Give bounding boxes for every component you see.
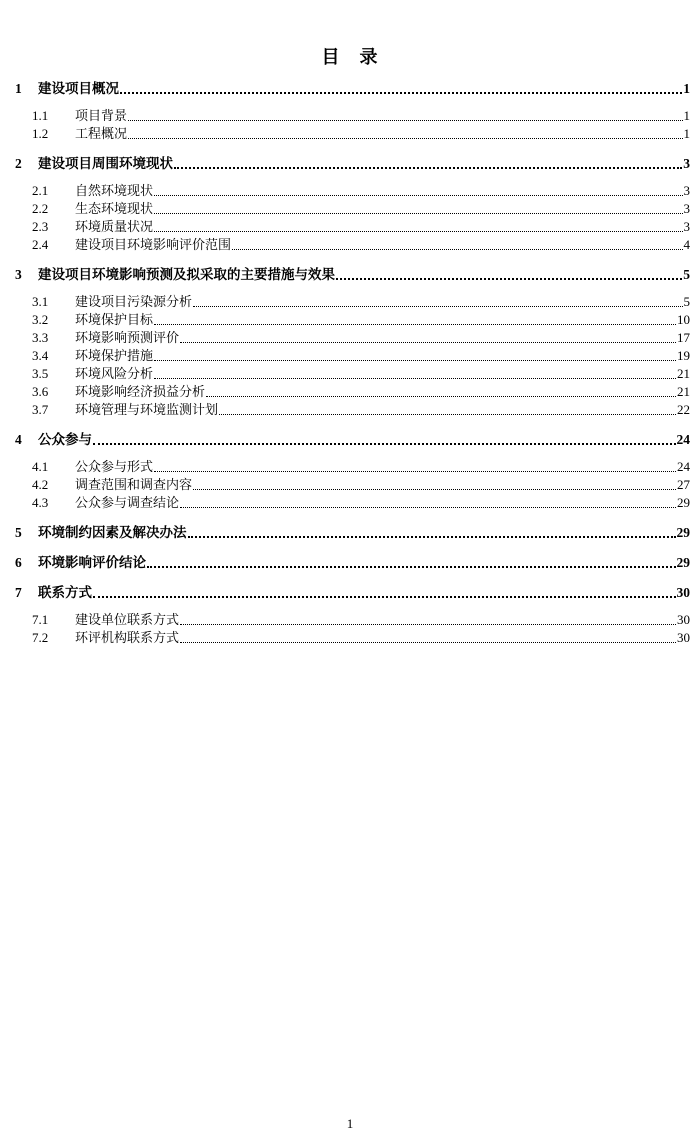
toc-entry-4[interactable] (0, 431, 700, 449)
toc-entry-title: 环境影响预测评价 (75, 330, 180, 345)
dot-leader (128, 120, 682, 121)
toc-entry-page: 1 (683, 126, 690, 141)
toc-entry-title: 环境风险分析 (75, 366, 154, 381)
toc-entry-page: 29 (677, 495, 690, 510)
toc-entry-number: 1.2 (32, 126, 49, 141)
toc-entry-page: 30 (677, 612, 690, 627)
toc-entry-title: 联系方式 (38, 585, 92, 600)
toc-entry-page: 24 (677, 459, 690, 474)
toc-entry-title: 环境保护目标 (75, 312, 154, 327)
toc-entry-3-5[interactable] (0, 365, 700, 383)
toc-entry-number: 3.7 (32, 402, 49, 417)
toc-entry-number: 7.2 (32, 630, 49, 645)
toc-entry-number: 7.1 (32, 612, 49, 627)
toc-entry-7-2[interactable] (0, 629, 700, 647)
page-title: 目 录 (321, 47, 379, 67)
toc-entry-3-7[interactable] (0, 401, 700, 419)
dot-leader (180, 507, 676, 508)
dot-leader (336, 278, 682, 280)
footer-page-number: 1 (346, 1116, 354, 1131)
toc-entry-3-1[interactable] (0, 293, 700, 311)
toc-entry-3-2[interactable] (0, 311, 700, 329)
toc-entry-7-1[interactable] (0, 611, 700, 629)
toc-entry-number: 4.2 (32, 477, 49, 492)
toc-entry-number: 7 (15, 585, 22, 600)
dot-leader (93, 443, 676, 445)
table-of-contents (0, 80, 700, 647)
toc-entry-2-2[interactable] (0, 200, 700, 218)
toc-entry-3-4[interactable] (0, 347, 700, 365)
toc-entry-title: 环境制约因素及解决办法 (38, 525, 187, 540)
toc-entry-5[interactable] (0, 524, 700, 542)
toc-entry-1[interactable] (0, 80, 700, 98)
toc-entry-title: 公众参与形式 (75, 459, 154, 474)
toc-entry-page: 5 (683, 267, 690, 282)
dot-leader (120, 92, 682, 94)
toc-entry-page: 19 (677, 348, 690, 363)
dot-leader (128, 138, 682, 139)
dot-leader (154, 324, 676, 325)
toc-entry-page: 21 (677, 366, 690, 381)
toc-entry-page: 3 (683, 183, 690, 198)
toc-entry-1-1[interactable] (0, 107, 700, 125)
toc-entry-number: 4.3 (32, 495, 49, 510)
toc-entry-page: 30 (677, 630, 690, 645)
toc-entry-title: 环境保护措施 (75, 348, 154, 363)
toc-entry-page: 4 (683, 237, 690, 252)
toc-entry-number: 2.2 (32, 201, 49, 216)
toc-entry-2-4[interactable] (0, 236, 700, 254)
dot-leader (193, 306, 682, 307)
toc-entry-title: 建设单位联系方式 (75, 612, 180, 627)
toc-entry-page: 1 (683, 81, 690, 96)
toc-entry-title: 建设项目周围环境现状 (38, 156, 173, 171)
dot-leader (154, 231, 682, 232)
toc-entry-number: 3.3 (32, 330, 49, 345)
toc-entry-page: 1 (683, 108, 690, 123)
dot-leader (188, 536, 676, 538)
toc-entry-page: 24 (676, 432, 690, 447)
toc-entry-1-2[interactable] (0, 125, 700, 143)
toc-entry-number: 6 (15, 555, 22, 570)
toc-entry-page: 29 (676, 525, 690, 540)
dot-leader (154, 378, 676, 379)
toc-entry-number: 3.4 (32, 348, 49, 363)
toc-entry-page: 27 (677, 477, 690, 492)
toc-entry-title: 环境影响经济损益分析 (75, 384, 206, 399)
toc-entry-title: 自然环境现状 (75, 183, 154, 198)
toc-entry-number: 4 (15, 432, 22, 447)
toc-entry-number: 2.4 (32, 237, 49, 252)
toc-entry-page: 3 (683, 219, 690, 234)
toc-entry-page: 22 (677, 402, 690, 417)
toc-entry-3-6[interactable] (0, 383, 700, 401)
toc-entry-2-3[interactable] (0, 218, 700, 236)
dot-leader (193, 489, 676, 490)
dot-leader (219, 414, 676, 415)
toc-entry-number: 2.1 (32, 183, 49, 198)
toc-entry-title: 公众参与 (38, 432, 92, 447)
toc-entry-title: 项目背景 (75, 108, 128, 123)
dot-leader (154, 213, 682, 214)
toc-entry-page: 21 (677, 384, 690, 399)
toc-entry-number: 4.1 (32, 459, 49, 474)
dot-leader (93, 596, 676, 598)
toc-entry-number: 1 (15, 81, 22, 96)
toc-entry-number: 5 (15, 525, 22, 540)
toc-entry-title: 建设项目概况 (38, 81, 119, 96)
dot-leader (206, 396, 676, 397)
toc-entry-2-1[interactable] (0, 182, 700, 200)
toc-entry-page: 3 (683, 156, 690, 171)
toc-entry-page: 10 (677, 312, 690, 327)
toc-entry-2[interactable] (0, 155, 700, 173)
toc-entry-4-2[interactable] (0, 476, 700, 494)
toc-entry-number: 2 (15, 156, 22, 171)
toc-entry-title: 建设项目污染源分析 (75, 294, 193, 309)
toc-entry-title: 建设项目环境影响评价范围 (75, 237, 232, 252)
toc-entry-4-3[interactable] (0, 494, 700, 512)
toc-entry-3-3[interactable] (0, 329, 700, 347)
toc-entry-6[interactable] (0, 554, 700, 572)
toc-entry-number: 2.3 (32, 219, 49, 234)
toc-entry-title: 工程概况 (75, 126, 128, 141)
toc-entry-page: 5 (683, 294, 690, 309)
dot-leader (174, 167, 682, 169)
toc-entry-number: 3.2 (32, 312, 49, 327)
toc-entry-title: 建设项目环境影响预测及拟采取的主要措施与效果 (38, 267, 335, 282)
toc-entry-number: 3.1 (32, 294, 49, 309)
dot-leader (154, 471, 676, 472)
toc-entry-page: 17 (677, 330, 690, 345)
dot-leader (180, 642, 676, 643)
dot-leader (154, 195, 682, 196)
toc-entry-page: 3 (683, 201, 690, 216)
toc-entry-page: 30 (676, 585, 690, 600)
dot-leader (154, 360, 676, 361)
toc-entry-4-1[interactable] (0, 458, 700, 476)
toc-entry-title: 环境质量状况 (75, 219, 154, 234)
toc-entry-number: 3.5 (32, 366, 49, 381)
dot-leader (180, 342, 676, 343)
dot-leader (147, 566, 676, 568)
toc-entry-number: 1.1 (32, 108, 49, 123)
toc-entry-title: 环境影响评价结论 (38, 555, 146, 570)
toc-entry-page: 29 (676, 555, 690, 570)
toc-entry-title: 调查范围和调查内容 (75, 477, 193, 492)
dot-leader (180, 624, 676, 625)
toc-entry-title: 公众参与调查结论 (75, 495, 180, 510)
toc-entry-title: 环境管理与环境监测计划 (75, 402, 219, 417)
dot-leader (232, 249, 682, 250)
toc-entry-title: 生态环境现状 (75, 201, 154, 216)
toc-entry-number: 3.6 (32, 384, 49, 399)
toc-entry-3[interactable] (0, 266, 700, 284)
toc-entry-title: 环评机构联系方式 (75, 630, 180, 645)
toc-entry-7[interactable] (0, 584, 700, 602)
toc-entry-number: 3 (15, 267, 22, 282)
